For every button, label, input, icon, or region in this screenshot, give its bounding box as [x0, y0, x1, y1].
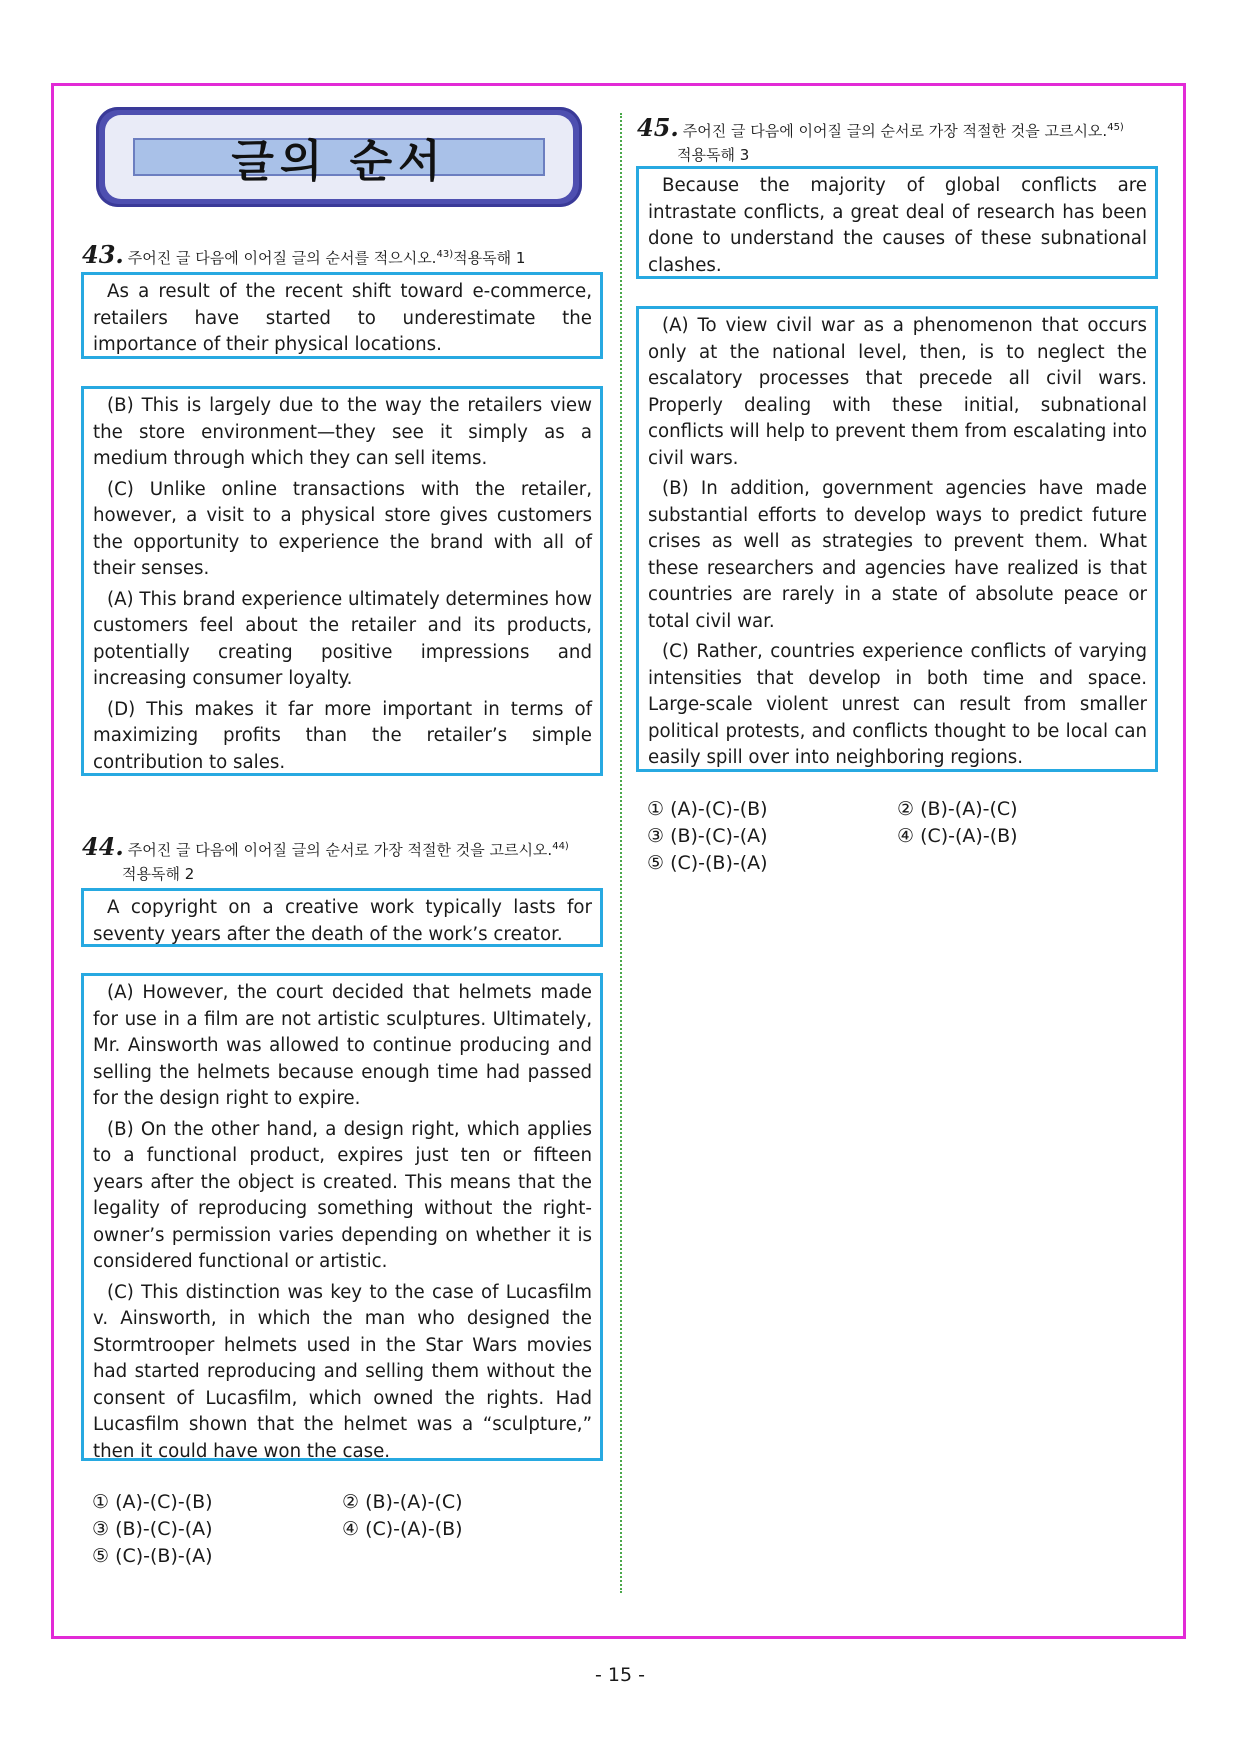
choice-1[interactable]: ① (A)-(C)-(B) — [647, 798, 768, 820]
choice-2[interactable]: ② (B)-(A)-(C) — [897, 798, 1018, 820]
paragraph-c: (C) This distinction was key to the case of Lucasfilm v. Ainsworth, in which the man who designed the Stormtrooper helmets used in the Star Wars movies had started reproducing and selling them without the consent of Lucasfilm, which owned the rights. Had Lucasfilm shown that the helmet was a “sculpture,” then it could have won the case. — [93, 1281, 592, 1462]
choice-4[interactable]: ④ (C)-(A)-(B) — [897, 825, 1018, 847]
question-43-header — [82, 240, 612, 270]
section-title: 글의 순서 — [133, 138, 545, 176]
question-prompt: 주어진 글 다음에 이어질 글의 순서를 적으시오. — [127, 249, 437, 267]
question-43-paragraphs-box — [81, 386, 603, 776]
footnote-marker: 44) — [552, 841, 569, 852]
given-passage: Because the majority of global conflicts are intrastate conflicts, a great deal of research has been done to understand the causes of these subnational clashes. — [648, 175, 1147, 276]
question-prompt: 주어진 글 다음에 이어질 글의 순서로 가장 적절한 것을 고르시오. — [682, 122, 1108, 140]
question-tag: 적용독해 3 — [677, 146, 750, 164]
choice-4[interactable]: ④ (C)-(A)-(B) — [342, 1518, 463, 1540]
question-45-choices — [647, 796, 1157, 886]
column-divider — [620, 113, 622, 1593]
paragraph-c: (C) Rather, countries experience conflicts of varying intensities that develop in both time and space. Large-scale violent unrest can result from smaller political protests, and conflicts thought to be local can easily spill over into neighboring regions. — [648, 641, 1147, 768]
choice-3[interactable]: ③ (B)-(C)-(A) — [647, 825, 768, 847]
question-45-paragraphs-box — [636, 306, 1158, 772]
question-44-paragraphs-box — [81, 973, 603, 1461]
paragraph-d: (D) This makes it far more important in terms of maximizing profits than the retailer’s simple contribution to sales. — [93, 698, 592, 773]
title-banner-inner-frame — [105, 115, 573, 199]
question-number: 45. — [637, 113, 679, 142]
given-passage: A copyright on a creative work typically lasts for seventy years after the death of the work’s creator. — [93, 897, 592, 945]
paragraph-a: (A) However, the court decided that helmets made for use in a film are not artistic sculptures. Ultimately, Mr. Ainsworth was allowed to continue producing and selling the helmets because enough time had passed for the design right to expire. — [93, 982, 592, 1109]
question-prompt: 주어진 글 다음에 이어질 글의 순서로 가장 적절한 것을 고르시오. — [127, 841, 553, 859]
footnote-marker: 45) — [1107, 122, 1124, 133]
question-number: 44. — [82, 832, 124, 861]
page-number: - 15 - — [595, 1664, 645, 1686]
paragraph-a: (A) This brand experience ultimately determines how customers feel about the retailer and its products, potentially creating positive impressions and increasing consumer loyalty. — [93, 588, 592, 689]
question-45-header — [637, 113, 1177, 167]
question-44-given-box — [81, 888, 603, 947]
section-title-banner — [96, 107, 582, 207]
given-passage: As a result of the recent shift toward e-commerce, retailers have started to underestimate the importance of their physical locations. — [93, 281, 592, 355]
paragraph-b: (B) In addition, government agencies have made substantial efforts to develop ways to predict future crises as well as strategies to prevent them. What these researchers and agencies have realized is that countries are rarely in a state of absolute peace or total civil war. — [648, 478, 1147, 632]
paragraph-b: (B) On the other hand, a design right, which applies to a functional product, expires just ten or fifteen years after the object is created. This means that the legality of reproducing something without the right-owner’s permission varies depending on whether it is considered functional or artistic. — [93, 1118, 592, 1272]
footnote-marker: 43) — [436, 249, 454, 260]
paragraph-a: (A) To view civil war as a phenomenon that occurs only at the national level, then, is to neglect the escalatory processes that precede all civil wars. Properly dealing with these initial, subnational conflicts will help to prevent them from escalating into civil wars. — [648, 315, 1147, 469]
choice-2[interactable]: ② (B)-(A)-(C) — [342, 1491, 463, 1513]
question-number: 43. — [82, 240, 124, 269]
paragraph-b: (B) This is largely due to the way the retailers view the store environment—they see it simply as a medium through which they can sell items. — [93, 395, 592, 469]
paragraph-c: (C) Unlike online transactions with the retailer, however, a visit to a physical store gives customers the opportunity to experience the brand with all of their senses. — [93, 478, 592, 579]
question-45-given-box — [636, 166, 1158, 279]
choice-3[interactable]: ③ (B)-(C)-(A) — [92, 1518, 213, 1540]
question-tag: 적용독해 1 — [453, 249, 526, 267]
choice-5[interactable]: ⑤ (C)-(B)-(A) — [92, 1545, 213, 1567]
choice-5[interactable]: ⑤ (C)-(B)-(A) — [647, 852, 768, 874]
question-tag: 적용독해 2 — [122, 865, 195, 883]
question-44-header — [82, 832, 612, 886]
question-43-given-box — [81, 272, 603, 359]
choice-1[interactable]: ① (A)-(C)-(B) — [92, 1491, 213, 1513]
question-44-choices — [92, 1489, 592, 1579]
